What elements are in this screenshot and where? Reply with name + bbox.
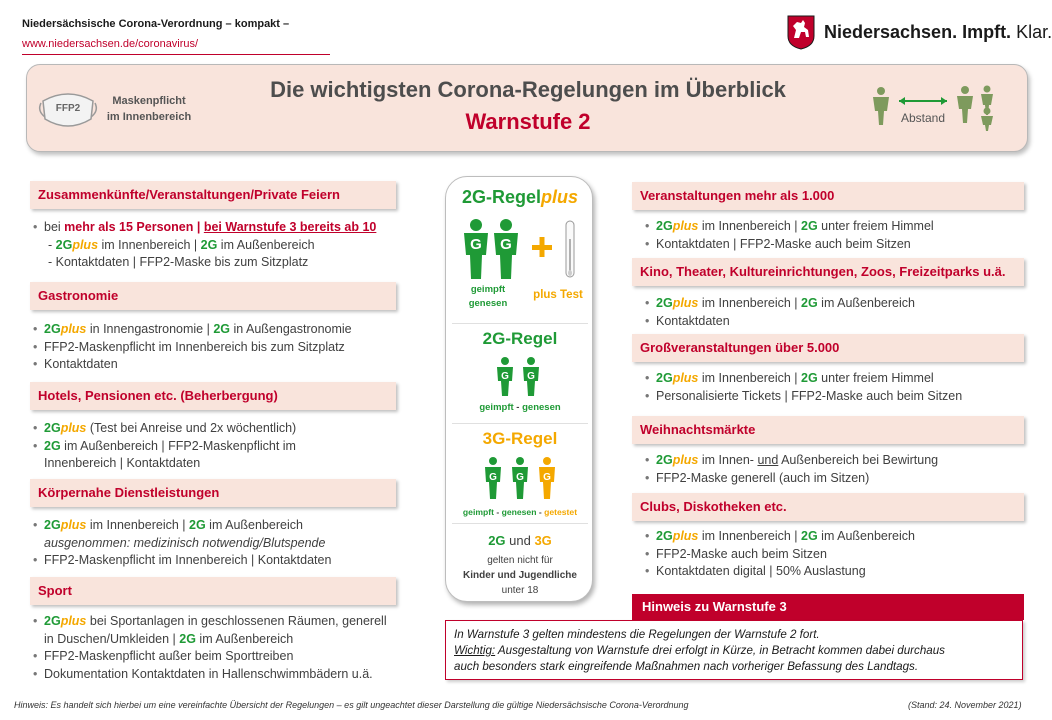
- section-clubs-list: [642, 528, 1032, 581]
- list-item: in Duschen/Umkleiden | 2G im Außenbereich: [44, 631, 294, 646]
- brand-slogan: Niedersachsen. Impft. Klar.: [824, 21, 1052, 42]
- rule-2g-caption: geimpft - genesen: [479, 402, 561, 413]
- person-2g-glyph: G: [470, 236, 482, 253]
- rule-3g-title: 3G-Regel: [482, 429, 558, 448]
- section-gastronomy-heading: Gastronomie: [30, 282, 396, 310]
- warning-level-title: Warnstufe 2: [465, 109, 591, 134]
- list-item: • FFP2-Maskenpflicht im Innenbereich bis zum Sitzplatz: [30, 339, 410, 357]
- list-item: • FFP2-Maskenpflicht außer beim Sporttreiben: [30, 648, 410, 666]
- section-gatherings-list: [30, 219, 410, 272]
- section-events-1000-list: [642, 218, 1032, 253]
- panel-divider: [452, 523, 588, 524]
- list-item: • Personalisierte Tickets | FFP2-Maske auch beim Sitzen: [642, 388, 1032, 406]
- rule-2g-plus-caption: geimpft genesen: [468, 284, 508, 309]
- list-item: • 2Gplus bei Sportanlagen in geschlossenen Räumen, generell: [30, 613, 410, 631]
- rule-2g-plus-test: plus Test: [533, 289, 583, 301]
- section-events-1000-heading: Veranstaltungen mehr als 1.000: [632, 182, 1024, 210]
- mask-requirement-text: Maskenpflicht im Innenbereich: [106, 95, 192, 123]
- list-item: • Dokumentation Kontaktdaten in Hallenschwimmbädern u.ä.: [30, 666, 410, 684]
- list-item: • 2Gplus im Innenbereich | 2G im Außenbereich: [642, 528, 1032, 546]
- list-item: • 2Gplus im Innenbereich | 2G unter freiem Himmel: [642, 218, 1032, 236]
- section-clubs-heading: Clubs, Diskotheken etc.: [632, 493, 1024, 521]
- panel-divider: [452, 423, 588, 424]
- list-item: • 2Gplus im Innenbereich | 2G unter freiem Himmel: [642, 370, 1032, 388]
- person-2g-glyph: G: [501, 371, 509, 382]
- header-divider: [22, 54, 330, 55]
- section-sport-heading: Sport: [30, 577, 396, 605]
- panel-divider: [452, 323, 588, 324]
- vaccinated-persons-plus-test-icon: [456, 219, 586, 281]
- section-sport-list: [30, 613, 410, 683]
- list-item: • FFP2-Maskenpflicht im Innenbereich | Kontaktdaten: [30, 552, 410, 570]
- section-culture-list: [642, 295, 1032, 330]
- list-item: • Kontaktdaten | FFP2-Maske auch beim Sitzen: [642, 236, 1032, 254]
- list-item: - Kontaktdaten | FFP2-Maske bis zum Sitzplatz: [48, 255, 309, 270]
- section-body-services-heading: Körpernahe Dienstleistungen: [30, 479, 396, 507]
- section-hotels-list: [30, 420, 410, 473]
- person-2g-glyph: G: [527, 371, 535, 382]
- ffp2-mask-label: FFP2: [55, 103, 81, 114]
- title-banner: [26, 64, 1028, 152]
- section-hotels-heading: Hotels, Pensionen etc. (Beherbergung): [30, 382, 396, 410]
- list-item: • 2Gplus in Innengastronomie | 2G in Außengastronomie: [30, 321, 410, 339]
- section-gatherings-heading: Zusammenkünfte/Veranstaltungen/Private Feiern: [30, 181, 396, 209]
- section-christmas-markets-list: [642, 452, 1032, 487]
- list-item: • Kontaktdaten: [642, 313, 1032, 331]
- list-item: • Kontaktdaten: [30, 356, 410, 374]
- section-body-services-list: [30, 517, 410, 570]
- list-item: • FFP2-Maske generell (auch im Sitzen): [642, 470, 1032, 488]
- section-culture-heading: Kino, Theater, Kultureinrichtungen, Zoos, Freizeitparks u.ä.: [632, 258, 1024, 286]
- list-item: • Kontaktdaten digital | 50% Auslastung: [642, 563, 1032, 581]
- footer-date: (Stand: 24. November 2021): [908, 700, 1022, 710]
- list-item: • 2Gplus im Innenbereich | 2G im Außenbereich: [642, 295, 1032, 313]
- rules-legend-panel: [445, 176, 593, 602]
- document-title: Niedersächsische Corona-Verordnung – kompakt –: [22, 18, 290, 30]
- vaccinated-recovered-tested-persons-icon: [480, 457, 562, 501]
- page-title: Die wichtigsten Corona-Regelungen im Überblick: [270, 77, 786, 102]
- section-events-5000-heading: Großveranstaltungen über 5.000: [632, 334, 1024, 362]
- rule-2g-title: 2G-Regel: [482, 329, 558, 348]
- list-item: • 2Gplus im Innenbereich | 2G im Außenbereich: [30, 517, 410, 535]
- children-exemption-title: 2G und 3G: [488, 533, 552, 548]
- list-item: • 2G im Außenbereich | FFP2-Maskenpflicht im: [30, 438, 410, 456]
- person-distance-icon: [867, 85, 1007, 133]
- rule-3g-caption: geimpft - genesen - getestet: [462, 507, 578, 517]
- section-christmas-markets-heading: Weihnachtsmärkte: [632, 416, 1024, 444]
- section-gastronomy-list: [30, 321, 410, 374]
- rule-2g-plus-title: 2G-Regelplus: [461, 187, 579, 207]
- distance-label: Abstand: [901, 111, 946, 125]
- niedersachsen-horse-logo-icon: [786, 14, 816, 50]
- warning-level-3-notice-heading: Hinweis zu Warnstufe 3: [632, 594, 1024, 620]
- person-3g-glyph: G: [516, 472, 524, 483]
- children-exemption-text: gelten nicht für Kinder und Jugendliche unter 18: [463, 555, 577, 596]
- list-item: Innenbereich | Kontaktdaten: [44, 456, 201, 471]
- list-item: • 2Gplus (Test bei Anreise und 2x wöchentlich): [30, 420, 410, 438]
- section-events-5000-list: [642, 370, 1032, 405]
- vaccinated-recovered-persons-icon: [492, 357, 548, 397]
- list-item: ausgenommen: medizinisch notwendig/Blutspende: [44, 535, 326, 550]
- person-3g-glyph: G: [489, 472, 497, 483]
- person-2g-glyph: G: [500, 236, 512, 253]
- list-item: • 2Gplus im Innen- und Außenbereich bei Bewirtung: [642, 452, 1032, 470]
- brand-logo-block: [786, 14, 1052, 50]
- list-item: • FFP2-Maske auch beim Sitzen: [642, 546, 1032, 564]
- list-item: - 2Gplus im Innenbereich | 2G im Außenbereich: [48, 237, 315, 252]
- footer-disclaimer: Hinweis: Es handelt sich hierbei um eine vereinfachte Übersicht der Regelungen – es gilt ungeachtet dieser Darstellung die gültige Niedersächsische Corona-Verordnung: [14, 700, 689, 710]
- website-link[interactable]: www.niedersachsen.de/coronavirus/: [22, 38, 199, 50]
- list-item: • bei mehr als 15 Personen | bei Warnstufe 3 bereits ab 10: [30, 219, 410, 237]
- person-3g-glyph: G: [543, 472, 551, 483]
- warning-level-3-notice: In Warnstufe 3 gelten mindestens die Regelungen der Warnstufe 2 fort. Wichtig: Ausgestaltung von Warnstufe drei erfolgt in Kürze, in Betracht kommen dabei durchaus auch besonders stark eingreifende Maßnahmen nach vorheriger Befassung des Landtags.: [445, 620, 1023, 680]
